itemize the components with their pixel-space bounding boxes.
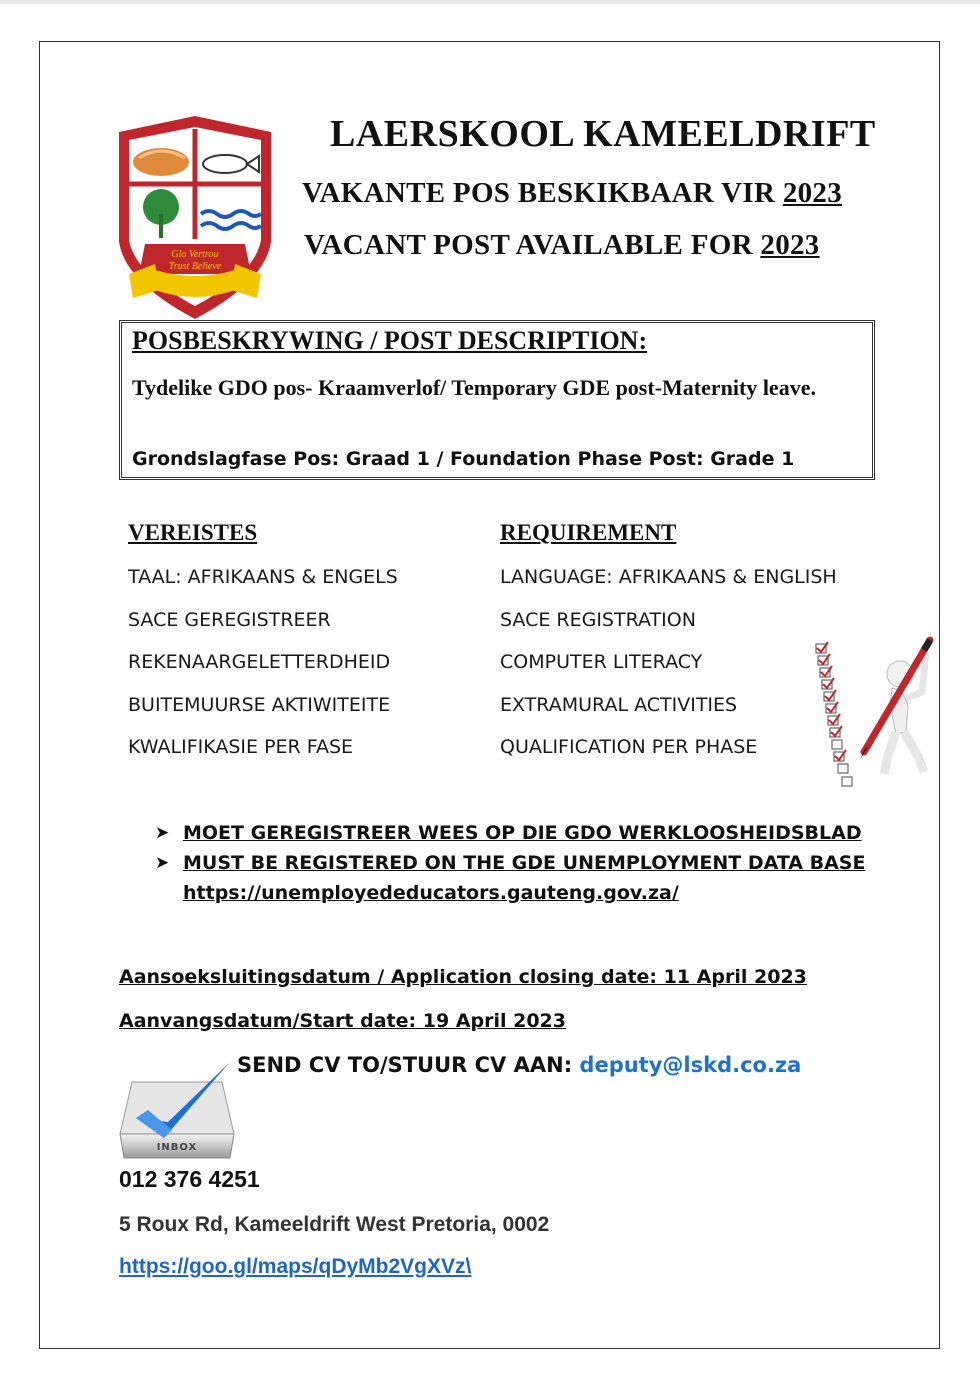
requirement-item: QUALIFICATION PER PHASE [500,736,758,758]
checklist-figure-icon [808,632,936,794]
post-description-heading: POSBESKRYWING / POST DESCRIPTION: [132,326,648,355]
requirement-item: COMPUTER LITERACY [500,651,703,673]
bullet-register-afrikaans: ➤ MOET GEREGISTREER WEES OP DIE GDO WERKLOOSHEIDSBLAD [155,818,855,848]
inbox-label: INBOX [156,1142,198,1153]
requirement-item: BUITEMUURSE AKTIWITEITE [128,693,391,716]
vacancy-heading-afrikaans: VAKANTE POS BESKIKBAAR VIR 2023 [302,177,843,209]
start-date: Aanvangsdatum/Start date: 19 April 2023 [119,1010,566,1032]
requirement-item: EXTRAMURAL ACTIVITIES [500,693,738,716]
inbox-icon [116,1058,238,1162]
phone-number: 012 376 4251 [119,1166,260,1192]
vacancy-heading-english: VACANT POST AVAILABLE FOR 2023 [304,229,820,261]
school-address: 5 Roux Rd, Kameeldrift West Pretoria, 0002 [119,1213,550,1236]
requirement-item: LANGUAGE: AFRIKAANS & ENGLISH [500,566,837,588]
map-link[interactable]: https://goo.gl/maps/qDyMb2VgXVz\ [119,1255,472,1278]
requirements-heading-afrikaans: VEREISTES [128,520,258,545]
unemployment-database-link[interactable]: https://unemployededucators.gauteng.gov.za/ [183,882,679,904]
arrow-bullet-icon: ➤ [155,853,170,873]
requirements-list-afrikaans [128,565,398,778]
crest-motto-line1: Glo Vertrou [171,249,219,260]
requirement-item: SACE GEREGISTREER [128,608,331,631]
requirements-heading-english: REQUIREMENT [500,520,677,545]
send-cv-line: SEND CV TO/STUUR CV AAN: deputy@lskd.co.za [237,1053,802,1077]
school-crest-icon [115,114,275,324]
school-name: LAERSKOOL KAMEELDRIFT [330,113,876,155]
post-phase-text: Grondslagfase Pos: Graad 1 / Foundation Phase Post: Grade 1 [132,448,795,470]
post-description-box [119,320,875,480]
bullet-register-english: ➤ MUST BE REGISTERED ON THE GDE UNEMPLOYMENT DATA BASE [155,848,855,878]
post-description-text: Tydelike GDO pos- Kraamverlof/ Temporary GDE post-Maternity leave. [132,375,816,400]
requirement-item: SACE REGISTRATION [500,608,696,631]
requirements-list-english [500,565,837,778]
arrow-bullet-icon: ➤ [155,823,170,843]
application-closing-date: Aansoeksluitingsdatum / Application closing date: 11 April 2023 [119,966,807,988]
top-edge-bar [0,0,980,4]
registration-bullets [155,818,866,908]
requirement-item: KWALIFIKASIE PER FASE [128,736,354,758]
crest-motto-line2: Trust Believe [168,261,222,272]
requirement-item: REKENAARGELETTERDHEID [128,651,391,673]
email-link[interactable]: deputy@lskd.co.za [579,1053,802,1077]
requirement-item: TAAL: AFRIKAANS & ENGELS [128,566,398,588]
